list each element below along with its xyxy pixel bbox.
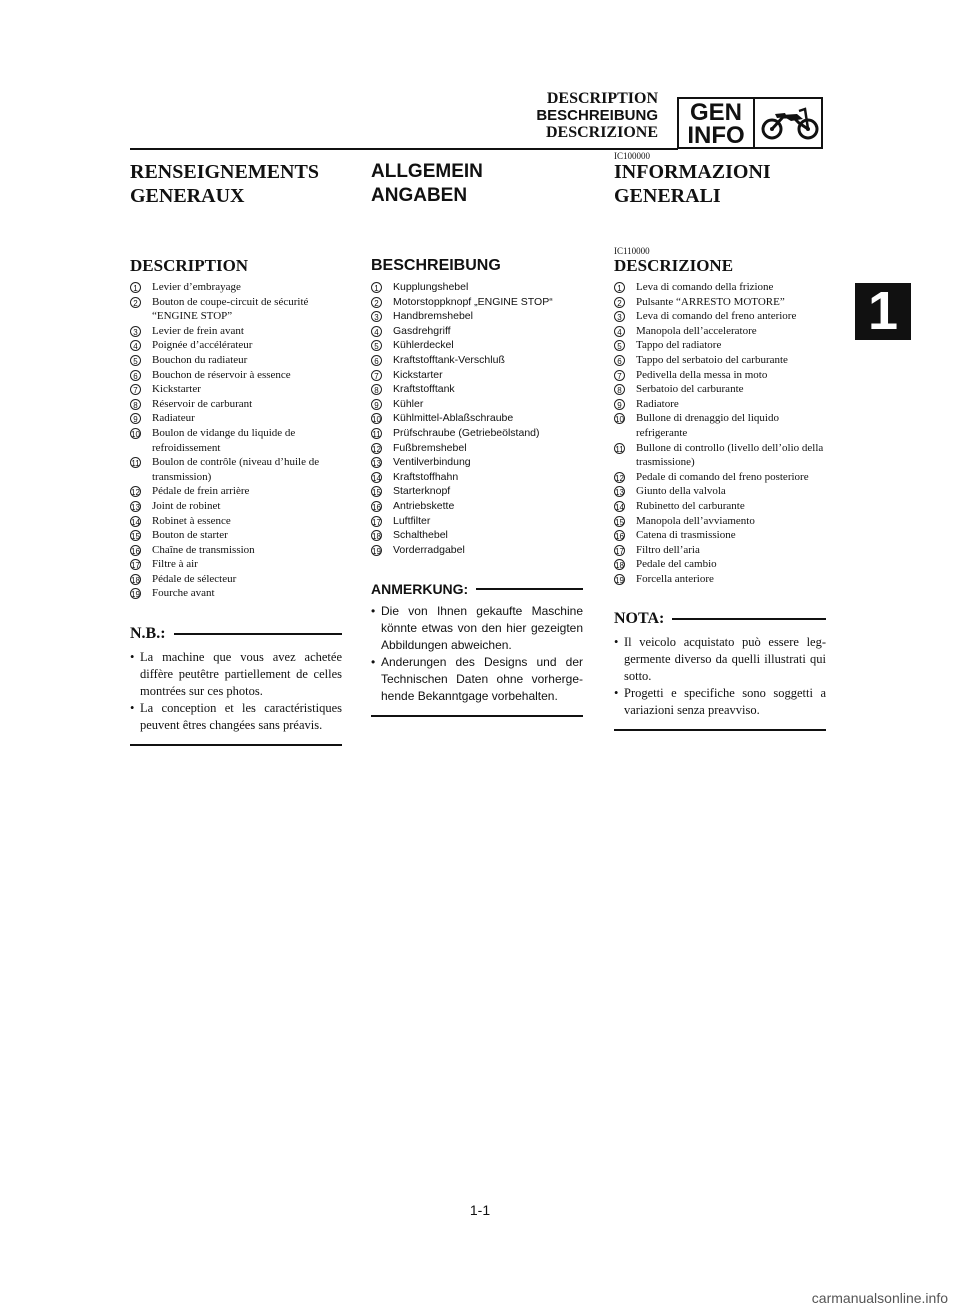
part-item (130, 499, 342, 514)
part-label: Pulsante “ARRESTO MOTORE” (636, 295, 785, 308)
badge-divider (753, 99, 755, 147)
section-title-fr-text: RENSEIGNEMENTS GENERAUX (130, 161, 319, 207)
part-label: Catena di trasmissione (636, 529, 736, 542)
part-label: Radiateur (152, 412, 195, 425)
part-label: Bullone di controllo (livello dell’olio della trasmissione) (636, 441, 824, 469)
item-number-circle: 10 (615, 415, 624, 425)
item-number-circle: 16 (372, 502, 381, 512)
item-number-circle: 9 (614, 399, 625, 410)
item-number-circle: 3 (130, 326, 141, 337)
part-item (614, 514, 826, 529)
part-label: Handbremshebel (393, 310, 473, 323)
header-rule (130, 148, 678, 150)
part-item (614, 543, 826, 558)
part-label: Leva di comando della frizione (636, 281, 774, 293)
part-item (130, 397, 342, 412)
part-item (130, 528, 342, 543)
item-number-circle: 6 (130, 370, 141, 381)
part-item (371, 470, 583, 485)
note-label-it: NOTA: (614, 610, 665, 628)
note-item: • La machine que vous avez achetée diffère peutêtre partiellement de celles montrées sur ces photos. (130, 649, 342, 700)
part-item (371, 353, 583, 368)
item-number-circle: 17 (372, 517, 381, 527)
part-label: Joint de robinet (152, 499, 221, 512)
note-item: • Anderungen des Designs und der Technischen Daten ohne vorherge-hende Bekanntgage vorbehalten. (371, 654, 583, 705)
item-number-circle: 7 (614, 370, 625, 381)
part-item (371, 280, 583, 295)
part-item (371, 382, 583, 397)
note-header-de (371, 581, 583, 597)
gen-info-badge (677, 97, 823, 149)
item-number-circle: 16 (615, 532, 624, 542)
part-label: Robinet à essence (152, 514, 231, 527)
part-label: Gasdrehgriff (393, 324, 451, 337)
part-item (614, 441, 826, 470)
part-item (614, 309, 826, 324)
part-item (130, 557, 342, 572)
part-label: Fourche avant (152, 587, 215, 600)
part-label: Fußbremshebel (393, 441, 467, 454)
note-item: • Die von Ihnen gekaufte Maschine könnte etwas von den hier gezeigten Abbildungen abweichen. (371, 603, 583, 654)
column-italian (614, 160, 826, 731)
item-number-circle: 19 (615, 575, 624, 585)
part-item (614, 324, 826, 339)
part-item (130, 353, 342, 368)
item-number-circle: 7 (371, 370, 382, 381)
part-label: Pedale del cambio (636, 558, 717, 571)
part-label: Luftfilter (393, 514, 431, 527)
part-label: Kühlerdeckel (393, 339, 454, 352)
part-label: Pédale de sélecteur (152, 572, 237, 585)
item-number-circle: 12 (131, 488, 140, 498)
part-label: Boulon de contrôle (niveau d’huile de transmission) (152, 456, 320, 483)
item-number-circle: 2 (614, 297, 625, 308)
sub-title-fr: DESCRIPTION (130, 256, 249, 275)
sub-title-it: DESCRIZIONE (614, 256, 734, 275)
item-number-circle: 14 (131, 517, 140, 527)
note-end-rule-de (371, 715, 583, 717)
part-label: Forcella anteriore (636, 572, 714, 585)
item-number-circle: 1 (130, 282, 141, 293)
part-item (130, 411, 342, 426)
section-title-fr (130, 160, 342, 208)
part-item (371, 309, 583, 324)
item-number-circle: 10 (372, 415, 381, 425)
item-number-circle: 18 (372, 532, 381, 542)
note-item: • Progetti e specifiche sono soggetti a variazioni senza preavviso. (614, 685, 826, 719)
item-number-circle: 12 (372, 444, 381, 454)
section-title-de (371, 160, 583, 208)
item-number-circle: 6 (371, 355, 382, 366)
part-label: Manopola dell’acceleratore (636, 324, 757, 337)
part-label: Kraftstofftank-Verschluß (393, 353, 505, 366)
note-item: • La conception et les caractéristiques peuvent êtres changées sans préavis. (130, 700, 342, 734)
part-item (130, 455, 342, 484)
item-number-circle: 13 (131, 502, 140, 512)
doc-code-it: IC110000 (614, 246, 650, 256)
part-label: Kickstarter (152, 383, 201, 396)
item-number-circle: 9 (130, 413, 141, 424)
part-item (130, 324, 342, 339)
part-label: Levier d’embrayage (152, 281, 241, 293)
part-item (614, 382, 826, 397)
part-item (614, 353, 826, 368)
item-number-circle: 14 (372, 473, 381, 483)
item-number-circle: 10 (131, 429, 140, 439)
part-label: Vorderradgabel (393, 543, 465, 556)
part-item (371, 528, 583, 543)
part-label: Manopola dell’avviamento (636, 514, 755, 527)
part-item (371, 338, 583, 353)
item-number-circle: 15 (131, 532, 140, 542)
item-number-circle: 2 (130, 297, 141, 308)
part-item (614, 499, 826, 514)
part-label: Antriebskette (393, 499, 455, 512)
part-label: Bullone di drenaggio del liquido refrigerante (636, 412, 779, 439)
part-label: Prüfschraube (Getriebeölstand) (393, 426, 540, 439)
part-label: Ventilverbindung (393, 456, 471, 469)
page-number: 1-1 (469, 1202, 491, 1218)
item-number-circle: 8 (130, 399, 141, 410)
part-label: Filtro dell’aria (636, 543, 700, 556)
item-number-circle: 7 (130, 384, 141, 395)
item-number-circle: 6 (614, 355, 625, 366)
note-rule-de (476, 588, 583, 590)
item-number-circle: 8 (614, 384, 625, 395)
item-number-circle: 4 (371, 326, 382, 337)
item-number-circle: 18 (131, 575, 140, 585)
item-number-circle: 5 (614, 340, 625, 351)
part-item (614, 338, 826, 353)
part-label: Kühlmittel-Ablaßschraube (393, 412, 514, 425)
section-title-it-text: INFORMAZIONI GENERALI (614, 161, 771, 207)
sub-title-de: BESCHREIBUNG (371, 257, 501, 274)
item-number-circle: 19 (131, 590, 140, 600)
item-number-circle: 15 (372, 488, 381, 498)
part-label: Filtre à air (152, 558, 198, 571)
part-label: Kraftstofftank (393, 383, 455, 396)
part-label: Pédale de frein arrière (152, 485, 250, 498)
parts-list-de (371, 280, 583, 557)
header-title-it: DESCRIZIONE (545, 124, 658, 141)
part-label: Schalthebel (393, 529, 448, 542)
part-item (371, 499, 583, 514)
part-label: Giunto della valvola (636, 485, 726, 498)
item-number-circle: 2 (371, 297, 382, 308)
part-item (371, 324, 583, 339)
item-number-circle: 19 (372, 546, 381, 556)
part-item (130, 484, 342, 499)
part-label: Pedivella della messa in moto (636, 368, 768, 381)
part-label: Serbatoio del carburante (636, 383, 744, 396)
part-item (371, 514, 583, 529)
part-label: Bouchon de réservoir à essence (152, 368, 291, 381)
item-number-circle: 16 (131, 546, 140, 556)
column-french (130, 160, 342, 746)
code-spacer-de (371, 246, 583, 256)
part-label: Tappo del serbatoio del carburante (636, 353, 788, 366)
part-item (371, 368, 583, 383)
part-label: Rubinetto del carburante (636, 499, 745, 512)
part-label: Tappo del radiatore (636, 339, 722, 352)
motorcycle-icon (761, 105, 819, 141)
part-item (130, 368, 342, 383)
part-item (130, 586, 342, 601)
badge-line-2: INFO (687, 122, 745, 149)
part-label: Motorstoppknopf „ENGINE STOP“ (393, 295, 553, 308)
part-item (371, 543, 583, 558)
item-number-circle: 13 (615, 488, 624, 498)
note-rule-it (672, 618, 826, 620)
note-rule-fr (174, 633, 342, 635)
item-number-circle: 12 (615, 473, 624, 483)
part-label: Bouchon du radiateur (152, 353, 248, 366)
note-label-de: ANMERKUNG: (371, 581, 469, 598)
part-item (130, 514, 342, 529)
part-label: Bouton de starter (152, 529, 228, 542)
item-number-circle: 4 (130, 340, 141, 351)
item-number-circle: 5 (130, 355, 141, 366)
item-number-circle: 13 (372, 459, 381, 469)
part-label: Leva di comando del freno anteriore (636, 310, 797, 323)
item-number-circle: 4 (614, 326, 625, 337)
notes-de (371, 603, 583, 705)
item-number-circle: 11 (615, 444, 624, 454)
badge-line-1: GEN (689, 99, 742, 126)
note-header-it (614, 610, 826, 628)
note-header-fr (130, 625, 342, 643)
watermark: carmanualsonline.info (811, 1290, 948, 1306)
note-end-rule-fr (130, 744, 342, 746)
part-item (130, 280, 342, 295)
column-german (371, 160, 583, 717)
item-number-circle: 15 (615, 517, 624, 527)
section-title-it (614, 160, 826, 208)
part-label: Réservoir de carburant (152, 397, 253, 410)
item-number-circle: 11 (131, 459, 140, 469)
part-item (371, 397, 583, 412)
item-number-circle: 14 (615, 502, 624, 512)
part-item (614, 295, 826, 310)
part-item (614, 557, 826, 572)
part-item (130, 426, 342, 455)
part-item (130, 338, 342, 353)
header-title-fr: DESCRIPTION (546, 90, 658, 107)
code-spacer-fr (130, 246, 342, 256)
part-item (130, 543, 342, 558)
item-number-circle: 18 (615, 561, 624, 571)
part-item (614, 397, 826, 412)
parts-list-fr (130, 280, 342, 601)
part-label: Poignée d’accélérateur (152, 339, 253, 352)
part-label: Starterknopf (393, 485, 451, 498)
part-item (614, 572, 826, 587)
part-item (614, 411, 826, 440)
note-end-rule-it (614, 729, 826, 731)
item-number-circle: 17 (131, 561, 140, 571)
item-number-circle: 3 (371, 311, 382, 322)
part-label: Levier de frein avant (152, 324, 244, 337)
note-label-fr: N.B.: (130, 625, 166, 643)
part-item (614, 470, 826, 485)
part-item (130, 295, 342, 324)
item-number-circle: 3 (614, 311, 625, 322)
part-label: Bouton de coupe-circuit de sécurité “ENGINE STOP” (152, 295, 309, 323)
parts-list-it (614, 280, 826, 586)
part-label: Pedale di comando del freno posteriore (636, 470, 809, 483)
item-number-circle: 5 (371, 340, 382, 351)
part-item (371, 411, 583, 426)
part-item (371, 455, 583, 470)
part-item (371, 484, 583, 499)
note-item: • Il veicolo acquistato può essere leg-germente diverso da quelli illustrati qui sotto. (614, 634, 826, 685)
item-number-circle: 17 (615, 546, 624, 556)
part-item (614, 484, 826, 499)
notes-it (614, 634, 826, 719)
doc-code-top: IC100000 (614, 151, 650, 161)
part-label: Chaîne de transmission (152, 543, 255, 556)
item-number-circle: 11 (372, 429, 381, 439)
part-item (130, 382, 342, 397)
item-number-circle: 1 (371, 282, 382, 293)
part-item (130, 572, 342, 587)
section-title-de-text: ALLGEMEIN ANGABEN (371, 161, 483, 206)
item-number-circle: 8 (371, 384, 382, 395)
gen-info-text (679, 99, 753, 147)
part-label: Radiatore (636, 397, 679, 410)
part-label: Kickstarter (393, 368, 443, 381)
part-item (371, 426, 583, 441)
part-item (614, 368, 826, 383)
part-item (371, 295, 583, 310)
part-item (614, 280, 826, 295)
header-title-de: BESCHREIBUNG (536, 107, 658, 124)
part-label: Boulon de vidange du liquide de refroidissement (152, 426, 296, 454)
item-number-circle: 1 (614, 282, 625, 293)
part-item (614, 528, 826, 543)
item-number-circle: 9 (371, 399, 382, 410)
chapter-tab: 1 (855, 283, 911, 340)
part-item (371, 441, 583, 456)
notes-fr (130, 649, 342, 734)
header-titles (536, 90, 658, 141)
part-label: Kraftstoffhahn (393, 470, 459, 483)
part-label: Kühler (393, 397, 424, 410)
part-label: Kupplungshebel (393, 281, 469, 293)
